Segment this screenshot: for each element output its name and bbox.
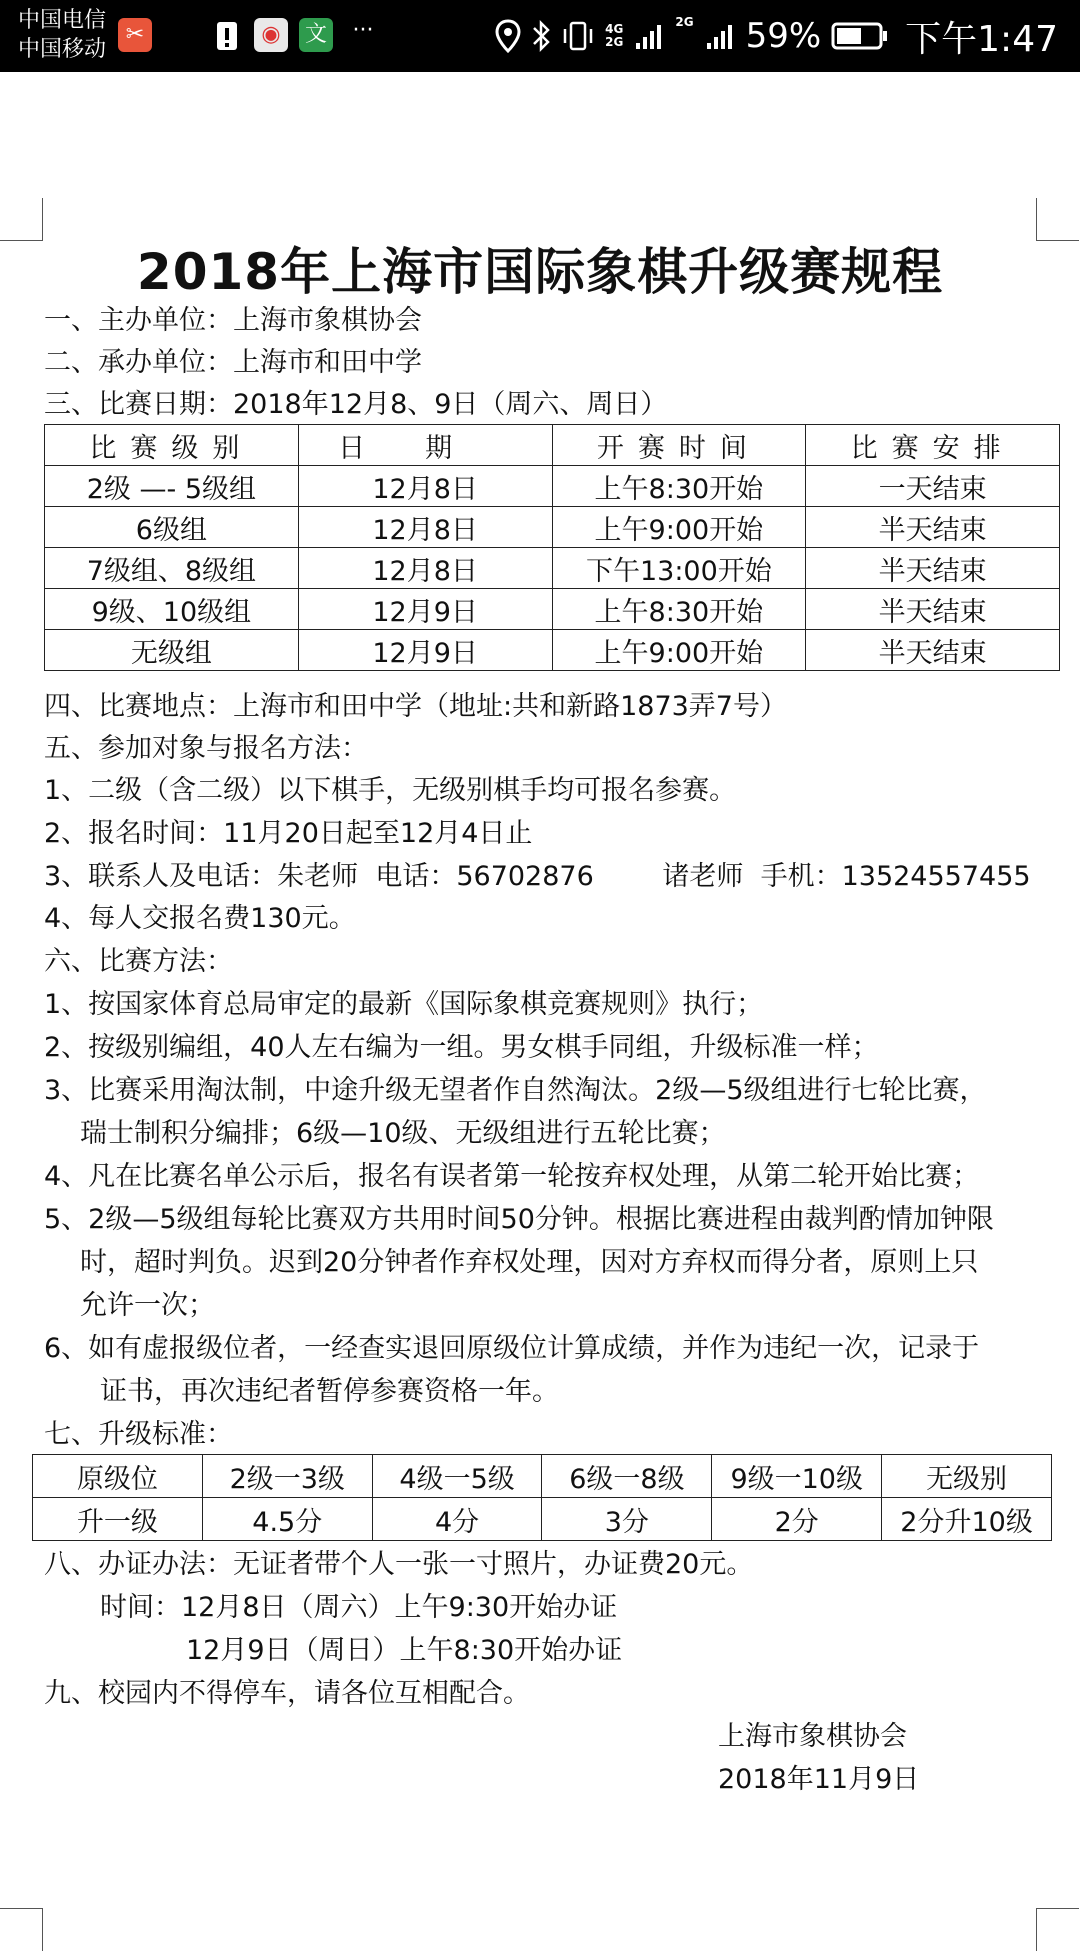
schedule-header-cell: 日期 bbox=[298, 425, 552, 466]
vibrate-icon bbox=[561, 19, 595, 53]
upgrade-cell: 原级位 bbox=[33, 1455, 203, 1498]
more-notifications-icon: ··· bbox=[352, 18, 374, 43]
schedule-cell: 下午13:00开始 bbox=[552, 548, 806, 589]
schedule-cell: 无级组 bbox=[45, 630, 299, 671]
participants-item-1: 1、二级（含二级）以下棋手，无级别棋手均可报名参赛。 bbox=[44, 775, 737, 806]
signal-label-4g: 4G bbox=[605, 22, 624, 36]
maps-icon: ◉ bbox=[254, 18, 288, 52]
method-item-3-cont: 瑞士制积分编排；6级—10级、无级组进行五轮比赛； bbox=[80, 1118, 726, 1149]
signature-date: 2018年11月9日 bbox=[718, 1764, 920, 1795]
schedule-cell: 上午8:30开始 bbox=[552, 466, 806, 507]
parking-line: 九、校园内不得停车，请各位互相配合。 bbox=[44, 1678, 530, 1709]
method-item-5-cont: 时，超时判负。迟到20分钟者作弃权处理，因对方弃权而得分者，原则上只 bbox=[80, 1247, 979, 1278]
carrier-info bbox=[18, 6, 106, 64]
signal-label-2g-second: 2G bbox=[675, 15, 694, 29]
schedule-cell: 半天结束 bbox=[806, 548, 1060, 589]
app-notification-icon: ✂ bbox=[118, 18, 152, 52]
upgrade-cell: 6级一8级 bbox=[542, 1455, 712, 1498]
organizer-line: 一、主办单位：上海市象棋协会 bbox=[44, 305, 422, 336]
upgrade-cell: 4级一5级 bbox=[372, 1455, 542, 1498]
crop-mark-bottom-left bbox=[0, 1908, 43, 1951]
upgrade-row bbox=[33, 1498, 1052, 1541]
method-item-3: 3、比赛采用淘汰制，中途升级无望者作自然淘汰。2级—5级组进行七轮比赛， bbox=[44, 1075, 987, 1106]
method-item-5: 5、2级—5级组每轮比赛双方共用时间50分钟。根据比赛进程由裁判酌情加钟限 bbox=[44, 1204, 994, 1235]
status-bar bbox=[0, 0, 1080, 72]
method-item-6: 6、如有虚报级位者，一经查实退回原级位计算成绩，并作为违纪一次，记录于 bbox=[44, 1333, 980, 1364]
method-item-5-cont2: 允许一次； bbox=[80, 1290, 215, 1321]
clock: 下午1:47 bbox=[905, 18, 1058, 60]
schedule-row bbox=[45, 548, 1060, 589]
participants-item-2: 2、报名时间：11月20日起至12月4日止 bbox=[44, 818, 533, 849]
upgrade-row bbox=[33, 1455, 1052, 1498]
schedule-cell: 半天结束 bbox=[806, 630, 1060, 671]
upgrade-cell: 2级一3级 bbox=[202, 1455, 372, 1498]
method-item-6-cont: 证书，再次违纪者暂停参赛资格一年。 bbox=[100, 1376, 559, 1407]
schedule-cell: 12月9日 bbox=[298, 589, 552, 630]
bluetooth-icon bbox=[531, 19, 551, 53]
crop-mark-bottom-right bbox=[1036, 1908, 1079, 1951]
certificate-time-2: 12月9日（周日）上午8:30开始办证 bbox=[186, 1635, 623, 1666]
participants-title: 五、参加对象与报名方法： bbox=[44, 733, 368, 764]
venue-line: 四、比赛地点：上海市和田中学（地址:共和新路1873弄7号） bbox=[44, 691, 787, 722]
signal-labels bbox=[605, 23, 625, 49]
certificate-time-1: 时间：12月8日（周六）上午9:30开始办证 bbox=[100, 1592, 618, 1623]
schedule-header-row bbox=[45, 425, 1060, 466]
signal-label-2g: 2G bbox=[605, 35, 624, 49]
upgrade-cell: 2分 bbox=[712, 1498, 882, 1541]
schedule-header-cell: 比赛安排 bbox=[806, 425, 1060, 466]
upgrade-cell: 2分升10级 bbox=[882, 1498, 1052, 1541]
schedule-cell: 上午9:00开始 bbox=[552, 630, 806, 671]
schedule-table bbox=[44, 424, 1060, 671]
schedule-row bbox=[45, 630, 1060, 671]
certificate-line: 八、办证办法：无证者带个人一张一寸照片，办证费20元。 bbox=[44, 1549, 754, 1580]
method-title: 六、比赛方法： bbox=[44, 946, 233, 977]
signal-bars-2-icon bbox=[706, 21, 736, 51]
upgrade-title: 七、升级标准： bbox=[44, 1419, 233, 1450]
schedule-cell: 2级 —- 5级组 bbox=[45, 466, 299, 507]
schedule-row bbox=[45, 466, 1060, 507]
schedule-cell: 9级、10级组 bbox=[45, 589, 299, 630]
carrier-2: 中国移动 bbox=[18, 37, 107, 62]
schedule-cell: 上午9:00开始 bbox=[552, 507, 806, 548]
schedule-cell: 7级组、8级组 bbox=[45, 548, 299, 589]
schedule-cell: 12月8日 bbox=[298, 548, 552, 589]
schedule-cell: 半天结束 bbox=[806, 589, 1060, 630]
upgrade-cell: 4分 bbox=[372, 1498, 542, 1541]
method-item-4: 4、凡在比赛名单公示后，报名有误者第一轮按弃权处理，从第二轮开始比赛； bbox=[44, 1161, 980, 1192]
schedule-cell: 半天结束 bbox=[806, 507, 1060, 548]
battery-icon bbox=[831, 21, 889, 51]
signature-organization: 上海市象棋协会 bbox=[718, 1721, 907, 1752]
schedule-cell: 12月9日 bbox=[298, 630, 552, 671]
upgrade-cell: 9级一10级 bbox=[712, 1455, 882, 1498]
schedule-cell: 6级组 bbox=[45, 507, 299, 548]
upgrade-cell: 3分 bbox=[542, 1498, 712, 1541]
location-icon bbox=[495, 19, 521, 53]
status-icons bbox=[495, 0, 1058, 72]
battery-percent: 59% bbox=[745, 16, 822, 56]
participants-item-3: 3、联系人及电话：朱老师 电话：56702876 诸老师 手机：13524557455 bbox=[44, 861, 1031, 892]
host-line: 二、承办单位：上海市和田中学 bbox=[44, 347, 422, 378]
schedule-row bbox=[45, 507, 1060, 548]
carrier-1: 中国电信 bbox=[18, 8, 107, 33]
schedule-cell: 12月8日 bbox=[298, 466, 552, 507]
schedule-cell: 12月8日 bbox=[298, 507, 552, 548]
schedule-header-cell: 开赛时间 bbox=[552, 425, 806, 466]
upgrade-cell: 无级别 bbox=[882, 1455, 1052, 1498]
schedule-row bbox=[45, 589, 1060, 630]
document-title: 2018年上海市国际象棋升级赛规程 bbox=[136, 243, 944, 301]
alert-icon bbox=[210, 18, 244, 52]
upgrade-cell: 4.5分 bbox=[202, 1498, 372, 1541]
method-item-1: 1、按国家体育总局审定的最新《国际象棋竞赛规则》执行； bbox=[44, 989, 764, 1020]
signal-bars-icon bbox=[635, 21, 665, 51]
participants-item-4: 4、每人交报名费130元。 bbox=[44, 903, 356, 934]
schedule-header-cell: 比赛级别 bbox=[45, 425, 299, 466]
schedule-cell: 上午8:30开始 bbox=[552, 589, 806, 630]
method-item-2: 2、按级别编组，40人左右编为一组。男女棋手同组，升级标准一样； bbox=[44, 1032, 879, 1063]
doc-app-icon: 文 bbox=[299, 18, 333, 52]
schedule-cell: 一天结束 bbox=[806, 466, 1060, 507]
date-line: 三、比赛日期：2018年12月8、9日（周六、周日） bbox=[44, 389, 668, 420]
upgrade-cell: 升一级 bbox=[33, 1498, 203, 1541]
upgrade-table bbox=[32, 1454, 1052, 1541]
